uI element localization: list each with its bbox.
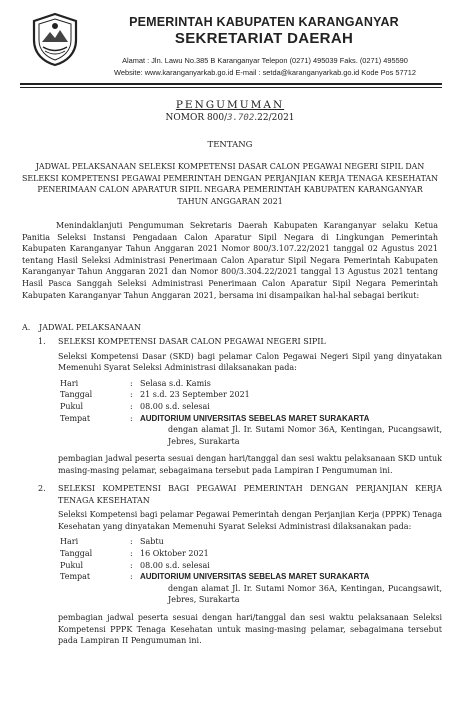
item-note: pembagian jadwal peserta sesuai dengan hari/tanggal dan sesi waktu pelaksanaan Seleksi Kompetensi PPPK Tenaga Kesehatan untuk masing-masing pelamar, sebagaimana tersebut pada Lampiran II Pengumuman ini. (58, 612, 442, 646)
venue-address: dengan alamat Jl. Ir. Sutami Nomor 36A, Kentingan, Pucangsawit, Jebres, Surakarta (168, 583, 442, 605)
number-prefix: NOMOR 800/ (165, 113, 228, 123)
announcement-number (0, 113, 460, 123)
schedule-colon: : (130, 390, 133, 400)
schedule-row-place (58, 571, 442, 583)
schedule-colon: : (130, 560, 133, 570)
schedule-row-day (58, 378, 442, 390)
schedule-label: Tempat (60, 413, 91, 423)
schedule-value: 08.00 s.d. selesai (140, 560, 210, 570)
schedule-value: 08.00 s.d. selesai (140, 401, 210, 411)
schedule-row-day (58, 536, 442, 548)
schedule-label: Tanggal (60, 390, 93, 400)
number-suffix: .22/2021 (254, 113, 295, 123)
schedule-colon: : (130, 572, 133, 582)
section-a-heading (22, 323, 141, 332)
item-note: pembagian jadwal peserta sesuai dengan hari/tanggal dan sesi waktu pelaksanaan SKD untuk masing-masing pelamar, sebagaimana tersebut pada Lampiran I Pengumuman ini. (58, 454, 442, 475)
item-description: Seleksi Kompetensi bagi pelamar Pegawai Pemerintah dengan Perjanjian Kerja (PPPK) Tenaga Kesehatan yang dinyatakan Memenuhi Syarat Seleksi Administrasi dilaksanakan pada: (58, 510, 442, 531)
intro-text: Menindaklanjuti Pengumuman Sekretaris Daerah Kabupaten Karanganyar selaku Ketua Panitia Seleksi Instansi Pengadaan Calon Aparatur Sipil Negara di Lingkungan Pemerintah Kabupaten Karanganyar Tahun Anggaran 2021 Nomor 800/3.107.22/2021 tanggal 02 Agustus 2021 tentang Hasil Seleksi Administrasi Penerimaan Calon Aparatur Sipil Negara Pemerintah Kabupaten Karanganyar Tahun Anggaran 2021 dan Nomor 800/3.304.22/2021 tanggal 13 Agustus 2021 tentang Hasil Pasca Sanggah Seleksi Administrasi Penerimaan Calon Aparatur Sipil Negara Pemerintah Kabupaten Karanganyar Tahun Anggaran 2021, bersama ini disampaikan hal-hal sebagai berikut: (22, 221, 438, 300)
announcement-title: PENGUMUMAN (175, 99, 285, 111)
intro-paragraph (22, 220, 438, 301)
section-a-label: A. (22, 323, 31, 332)
schedule-label: Hari (60, 378, 79, 388)
item-number: 1. (38, 337, 46, 346)
schedule-label: Tempat (60, 572, 91, 582)
section-a-title: JADWAL PELAKSANAAN (39, 323, 141, 332)
item-number: 2. (38, 484, 46, 493)
schedule-row-place (58, 413, 442, 425)
schedule-colon: : (130, 413, 133, 423)
letterhead-rule-thin (20, 87, 442, 88)
venue-name: AUDITORIUM UNIVERSITAS SEBELAS MARET SURAKARTA (140, 572, 370, 582)
schedule-item-1 (38, 336, 442, 477)
schedule-label: Pukul (60, 401, 84, 411)
regency-emblem-icon (30, 12, 80, 67)
letterhead-government: PEMERINTAH KABUPATEN KARANGANYAR (129, 15, 399, 29)
number-handwritten: 3.702 (227, 113, 255, 123)
schedule-label: Hari (60, 537, 79, 547)
schedule-colon: : (130, 378, 133, 388)
schedule-row-date (58, 548, 442, 560)
schedule-value: Selasa s.d. Kamis (140, 378, 211, 388)
letterhead-office: SEKRETARIAT DAERAH (174, 30, 354, 47)
schedule-item-2 (38, 483, 442, 647)
schedule-row-time (58, 560, 442, 572)
schedule-colon: : (130, 401, 133, 411)
item-heading: SELEKSI KOMPETENSI BAGI PEGAWAI PEMERINTAH DENGAN PERJANJIAN KERJA TENAGA KESEHATAN (58, 484, 442, 505)
letterhead-address: Alamat : Jln. Lawu No.385 B Karanganyar Telepon (0271) 495039 Faks. (0271) 495590 (122, 56, 408, 65)
schedule-colon: : (130, 548, 133, 558)
schedule-row-date (58, 389, 442, 401)
item-heading: SELEKSI KOMPETENSI DASAR CALON PEGAWAI NEGERI SIPIL (58, 337, 326, 346)
schedule-label: Pukul (60, 560, 84, 570)
schedule-value: 16 Oktober 2021 (140, 548, 209, 558)
item-description: Seleksi Kompetensi Dasar (SKD) bagi pelamar Calon Pegawai Negeri Sipil yang dinyatakan Memenuhi Syarat Seleksi Administrasi dilaksanakan pada: (58, 351, 442, 373)
venue-name: AUDITORIUM UNIVERSITAS SEBELAS MARET SURAKARTA (140, 413, 370, 423)
schedule-table (58, 378, 442, 448)
schedule-value: 21 s.d. 23 September 2021 (140, 390, 250, 400)
schedule-table (58, 536, 442, 606)
schedule-colon: : (130, 537, 133, 547)
schedule-label: Tanggal (60, 548, 93, 558)
venue-address: dengan alamat Jl. Ir. Sutami Nomor 36A, Kentingan, Pucangsawit, Jebres, Surakarta (168, 425, 442, 446)
about-label: TENTANG (207, 140, 253, 150)
letterhead-website: Website: www.karanganyarkab.go.id E-mail : setda@karanganyarkab.go.id Kode Pos 57712 (114, 68, 416, 77)
announcement-subject: JADWAL PELAKSANAAN SELEKSI KOMPETENSI DASAR CALON PEGAWAI NEGERI SIPIL DAN SELEKSI KOMPETENSI PEGAWAI PEMERINTAH DENGAN PERJANJIAN KERJA TENAGA KESEHATAN PENERIMAAN CALON APARATUR SIPIL NEGARA PEMERINTAH KABUPATEN KARANGANYAR TAHUN ANGGARAN 2021 (22, 162, 439, 206)
schedule-value: Sabtu (140, 537, 164, 547)
schedule-row-time (58, 401, 442, 413)
letterhead-rule-thick (20, 83, 442, 85)
